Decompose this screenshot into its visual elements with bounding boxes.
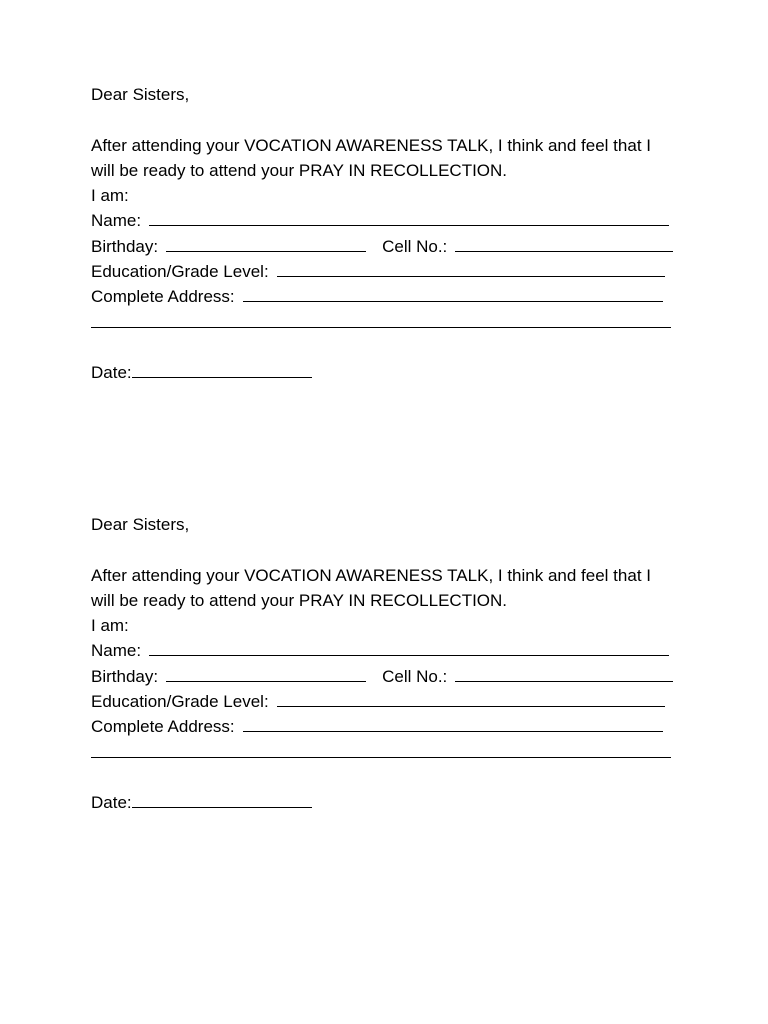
greeting: Dear Sisters, [91, 85, 190, 104]
birthday-field[interactable] [166, 664, 366, 682]
name-label: Name: [91, 641, 142, 661]
body-line-1: After attending your VOCATION AWARENESS TALK, I think and feel that I [91, 135, 651, 155]
cell-label: Cell No.: [382, 666, 448, 686]
spacer [91, 335, 691, 360]
body-line-1: After attending your VOCATION AWARENESS TALK, I think and feel that I [91, 565, 651, 585]
address-row [91, 714, 691, 739]
i-am-label: I am: [91, 186, 129, 206]
name-label: Name: [91, 211, 142, 231]
spacer [91, 107, 691, 132]
address-label: Complete Address: [91, 717, 235, 737]
cell-label: Cell No.: [382, 236, 448, 256]
date-row [91, 360, 691, 385]
address-field[interactable] [243, 714, 663, 732]
cell-field[interactable] [455, 664, 673, 682]
education-label: Education/Grade Level: [91, 262, 269, 282]
letter-form-1 [91, 82, 691, 386]
letter-form-2 [91, 512, 691, 816]
name-field[interactable] [149, 638, 669, 656]
education-label: Education/Grade Level: [91, 692, 269, 712]
birthday-field[interactable] [166, 234, 366, 252]
education-row [91, 689, 691, 714]
spacer [91, 537, 691, 562]
cell-field[interactable] [455, 234, 673, 252]
date-label: Date: [91, 363, 132, 383]
body-line-2: will be ready to attend your PRAY IN RECOLLECTION. [91, 590, 508, 610]
birthday-label: Birthday: [91, 236, 159, 256]
body-line-2: will be ready to attend your PRAY IN RECOLLECTION. [91, 160, 508, 180]
greeting: Dear Sisters, [91, 515, 190, 534]
date-field[interactable] [132, 360, 312, 378]
address-label: Complete Address: [91, 287, 235, 307]
i-am-label: I am: [91, 616, 129, 636]
address-field-line-2[interactable] [91, 310, 671, 328]
address-field-line-2[interactable] [91, 740, 671, 758]
education-row [91, 259, 691, 284]
address-row [91, 284, 691, 309]
address-field[interactable] [243, 284, 663, 302]
address-row-2 [91, 310, 691, 335]
birthday-row [91, 234, 691, 259]
date-row [91, 790, 691, 815]
birthday-row [91, 664, 691, 689]
date-label: Date: [91, 793, 132, 813]
spacer [91, 765, 691, 790]
name-field[interactable] [149, 208, 669, 226]
date-field[interactable] [132, 790, 312, 808]
name-row [91, 208, 691, 233]
education-field[interactable] [277, 689, 665, 707]
name-row [91, 638, 691, 663]
address-row-2 [91, 740, 691, 765]
birthday-label: Birthday: [91, 666, 159, 686]
education-field[interactable] [277, 259, 665, 277]
